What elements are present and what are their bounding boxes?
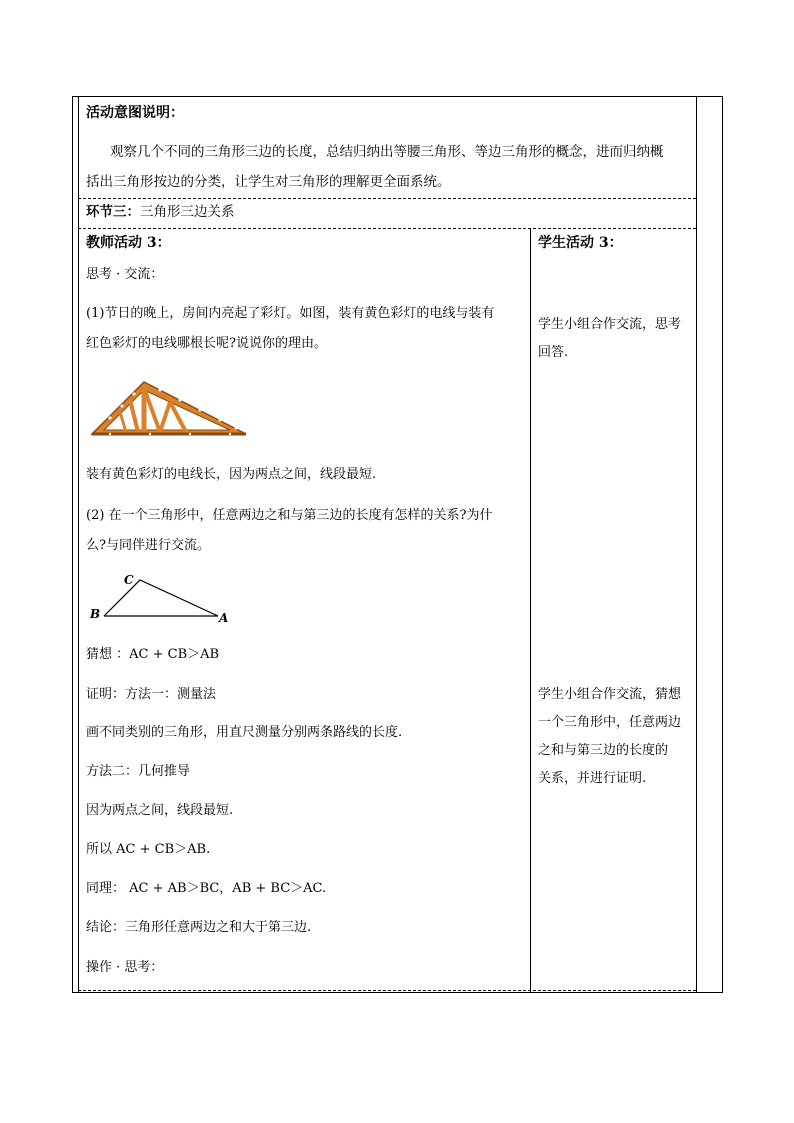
teacher-header: 教师活动 3： bbox=[86, 235, 171, 251]
teacher-line-5: 么?与同伴进行交流。 bbox=[86, 538, 210, 553]
teacher-line-2: 红色彩灯的电线哪根长呢?说说你的理由。 bbox=[86, 336, 327, 351]
section-title: 三角形三边关系 bbox=[140, 204, 235, 220]
teacher-line-13: 结论：三角形任意两边之和大于第三边. bbox=[86, 920, 312, 935]
student-block2-line2: 一个三角形中，任意两边 bbox=[538, 715, 682, 730]
triangle-abc-figure bbox=[86, 572, 236, 628]
column-divider bbox=[530, 229, 531, 993]
student-block2-line1: 学生小组合作交流，猜想 bbox=[538, 687, 682, 702]
teacher-line-14: 操作 · 思考： bbox=[86, 960, 164, 975]
student-block2-line4: 关系，并进行证明. bbox=[538, 771, 647, 786]
table-bottom-border bbox=[72, 992, 723, 993]
table-border-right bbox=[722, 96, 723, 993]
teacher-line-1: (1)节日的晚上，房间内亮起了彩灯。如图，装有黄色彩灯的电线与装有 bbox=[86, 306, 495, 321]
intent-body-line1: 观察几个不同的三角形三边的长度，总结归纳出等腰三角形、等边三角形的概念，进而归纳概 bbox=[110, 144, 664, 160]
teacher-line-8: 画不同类别的三角形，用直尺测量分别两条路线的长度. bbox=[86, 725, 403, 740]
student-block2-line3: 之和与第三边的长度的 bbox=[538, 743, 669, 758]
intent-body-line2: 括出三角形按边的分类，让学生对三角形的理解更全面系统。 bbox=[86, 174, 451, 190]
teacher-line-7: 证明：方法一：测量法 bbox=[86, 687, 217, 702]
student-block1-line2: 回答. bbox=[538, 345, 569, 360]
row-divider-1 bbox=[78, 198, 696, 199]
teacher-line-12: 同理： AC + AB＞BC，AB + BC＞AC. bbox=[86, 881, 327, 896]
table-top-border bbox=[72, 96, 723, 97]
triangle-label-b: B bbox=[90, 607, 101, 621]
table-border-left bbox=[72, 96, 73, 993]
triangle-label-c: C bbox=[124, 573, 134, 587]
teacher-line-3: 装有黄色彩灯的电线长，因为两点之间，线段最短. bbox=[86, 467, 377, 482]
row-divider-bottom bbox=[78, 990, 696, 991]
triangle-label-a: A bbox=[219, 611, 229, 625]
teacher-line-11: 所以 AC + CB＞AB. bbox=[86, 842, 211, 857]
teacher-line-9: 方法二：几何推导 bbox=[86, 764, 191, 779]
student-block1-line1: 学生小组合作交流，思考 bbox=[538, 317, 682, 332]
student-header: 学生活动 3： bbox=[538, 235, 623, 251]
table-border-left-inner bbox=[78, 96, 79, 993]
intent-title: 活动意图说明： bbox=[86, 105, 184, 121]
section-header bbox=[86, 206, 235, 220]
section-label: 环节三： bbox=[86, 204, 140, 220]
teacher-line-0: 思考 · 交流： bbox=[86, 267, 164, 282]
teacher-line-6: 猜想 ：AC + CB＞AB bbox=[86, 647, 220, 662]
teacher-line-4: (2) 在一个三角形中，任意两边之和与第三边的长度有怎样的关系?为什 bbox=[86, 508, 493, 523]
teacher-line-10: 因为两点之间，线段最短. bbox=[86, 803, 234, 818]
lights-truss-figure bbox=[90, 378, 248, 438]
table-border-right-inner bbox=[696, 96, 697, 993]
row-divider-2 bbox=[78, 228, 696, 229]
